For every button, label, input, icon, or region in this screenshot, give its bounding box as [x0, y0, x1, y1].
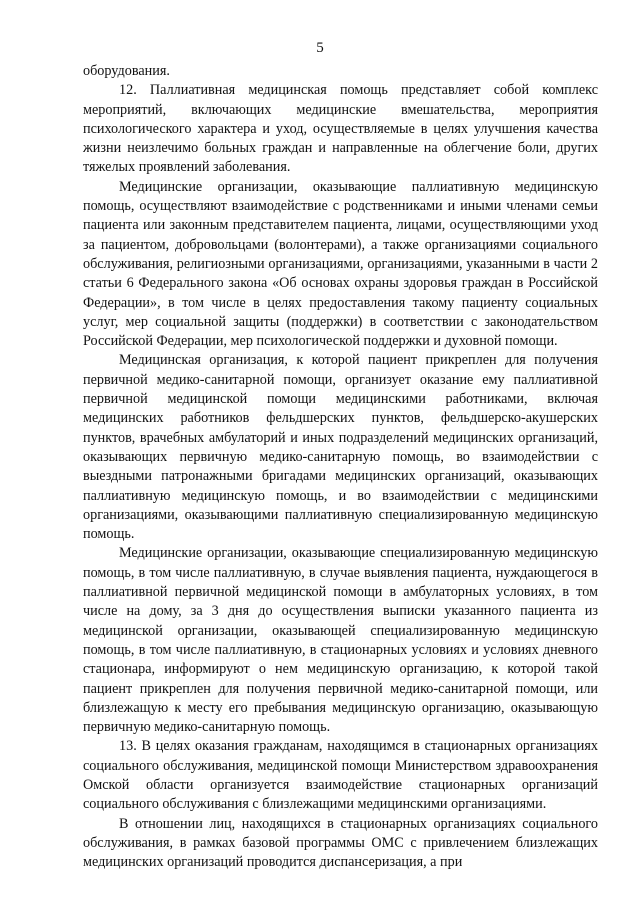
page-number: 5: [316, 40, 324, 56]
paragraph-interaction: Медицинские организации, оказывающие паллиативную медицинскую помощь, осуществляют взаимодействие с родственниками и иными членами семьи пациента или законным представителем пациента, лицами, осуществляющими уход за пациентом, добровольцами (волонтерами), а также организациями социального обслуживания, религиозными организациями, организациями, указанными в части 2 статьи 6 Федерального закона «Об основах охраны здоровья граждан в Российской Федерации», в том числе в целях предоставления такому пациенту социальных услуг, мер социальной защиты (поддержки) в соответствии с законодательством Российской Федерации, мер психологической поддержки и духовной помощи.: [83, 178, 598, 350]
paragraph-13-social: 13. В целях оказания гражданам, находящимся в стационарных организациях социального обслуживания, медицинской помощи Министерством здравоохранения Омской области организуется взаимодействие стационарных организаций социального обслуживания с близлежащими медицинскими организациями.: [83, 738, 598, 813]
paragraph-continuation: оборудования.: [83, 63, 170, 79]
document-body: [83, 62, 598, 872]
paragraph-specialized-care: Медицинские организации, оказывающие специализированную медицинскую помощь, в том числе паллиативную, в случае выявления пациента, нуждающегося в паллиативной первичной медицинской помощи в амбулаторных условиях, в том числе на дому, за 3 дня до осуществления выписки указанного пациента из медицинской организации, оказывающей специализированную медицинскую помощь, в том числе паллиативную, в стационарных условиях и условиях дневного стационара, информируют о нем медицинскую организацию, к которой такой пациент прикреплен для получения первичной медико-санитарной помощи, или близлежащую к месту его пребывания медицинскую организацию, оказывающую первичную медико-санитарную помощь.: [83, 545, 598, 736]
paragraph-primary-care: Медицинская организация, к которой пациент прикреплен для получения первичной медико-санитарной помощи, организует оказание ему паллиативной первичной медицинской помощи медицинскими работниками, включая медицинских работников фельдшерских пунктов, фельдшерско-акушерских пунктов, врачебных амбулаторий и иных подразделений медицинских организаций, оказывающих первичную медико-санитарную помощь, во взаимодействии с выездными патронажными бригадами медицинских организаций, оказывающих паллиативную медицинскую помощь, и во взаимодействии с медицинскими организациями, оказывающими паллиативную специализированную медицинскую помощь.: [83, 352, 598, 543]
paragraph-dispensary: В отношении лиц, находящихся в стационарных организациях социального обслуживания, в рамках базовой программы ОМС с привлечением близлежащих медицинских организаций проводится диспансеризация, а при: [83, 815, 598, 871]
paragraph-12-definition: 12. Паллиативная медицинская помощь представляет собой комплекс мероприятий, включающих медицинские вмешательства, мероприятия психологического характера и уход, осуществляемые в целях улучшения качества жизни неизлечимо больных граждан и направленные на облегчение боли, других тяжелых проявлений заболевания.: [83, 82, 598, 176]
